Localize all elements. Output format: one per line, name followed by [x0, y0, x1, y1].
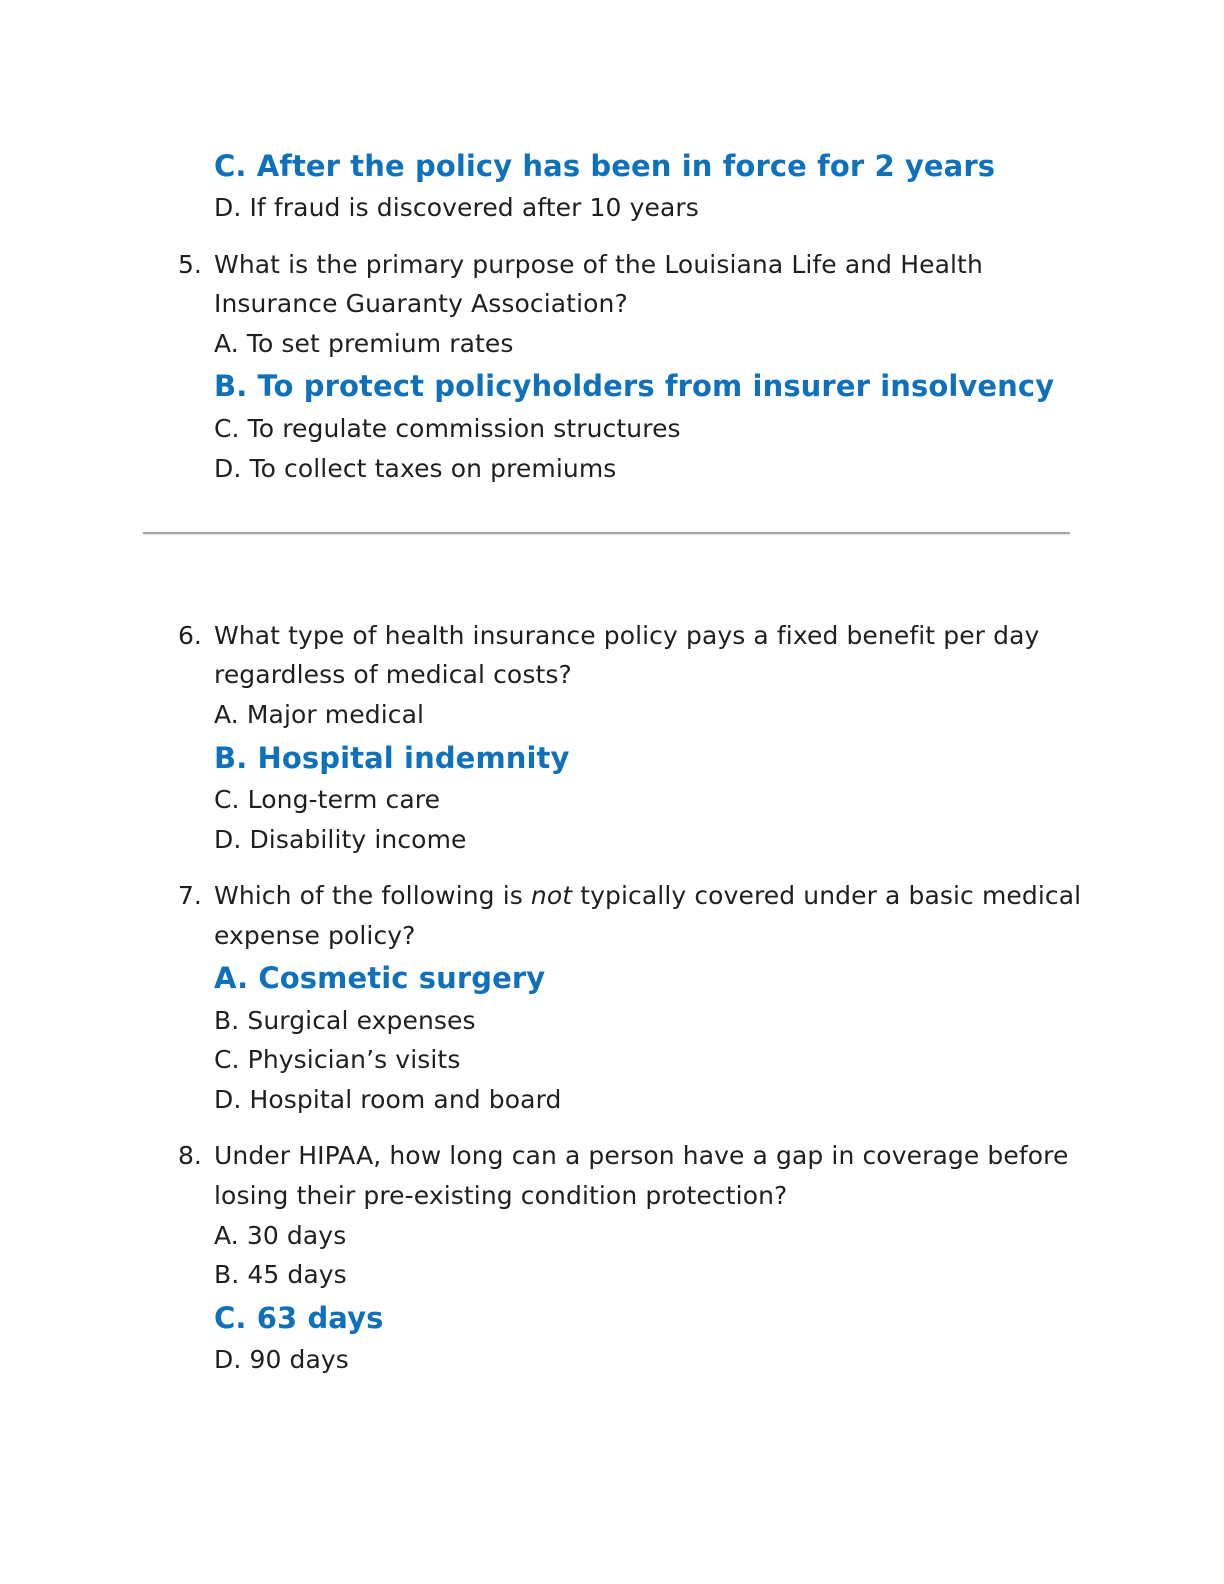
- q5-number: 5.: [178, 250, 202, 279]
- q6-option-d: D. Disability income: [214, 825, 467, 854]
- q7-text-post: typically covered under a basic medical: [572, 881, 1082, 910]
- q5-option-b-correct: B. To protect policyholders from insurer insolvency: [214, 369, 1055, 403]
- q8-option-a: A. 30 days: [214, 1221, 347, 1250]
- q7-text-emphasis: not: [530, 881, 573, 910]
- section-divider: [143, 532, 1070, 534]
- q7-text-line1: [214, 880, 1081, 912]
- q8-text-line2: losing their pre-existing condition protection?: [214, 1181, 788, 1210]
- q5-text-line1: What is the primary purpose of the Louisiana Life and Health: [214, 250, 983, 279]
- q6-option-b-correct: B. Hospital indemnity: [214, 741, 570, 775]
- q6-number: 6.: [178, 621, 202, 650]
- q8-number: 8.: [178, 1141, 202, 1170]
- q6-option-c: C. Long-term care: [214, 785, 441, 814]
- q5-option-c: C. To regulate commission structures: [214, 414, 681, 443]
- q5-option-a: A. To set premium rates: [214, 329, 514, 358]
- q6-option-a: A. Major medical: [214, 700, 425, 729]
- q7-option-a-correct: A. Cosmetic surgery: [214, 961, 546, 995]
- q7-text-line2: expense policy?: [214, 921, 416, 950]
- q5-text-line2: Insurance Guaranty Association?: [214, 289, 628, 318]
- q7-option-d: D. Hospital room and board: [214, 1085, 562, 1114]
- q7-text-pre: Which of the following is: [214, 881, 531, 910]
- q7-number: 7.: [178, 881, 202, 910]
- q8-option-c-correct: C. 63 days: [214, 1301, 384, 1335]
- q7-option-b: B. Surgical expenses: [214, 1006, 476, 1035]
- q4-option-c-correct: C. After the policy has been in force for 2 years: [214, 149, 996, 183]
- q8-option-d: D. 90 days: [214, 1345, 349, 1374]
- q6-text-line2: regardless of medical costs?: [214, 660, 572, 689]
- q6-text-line1: What type of health insurance policy pays a fixed benefit per day: [214, 621, 1040, 650]
- q8-option-b: B. 45 days: [214, 1260, 347, 1289]
- q5-option-d: D. To collect taxes on premiums: [214, 454, 617, 483]
- q8-text-line1: Under HIPAA, how long can a person have a gap in coverage before: [214, 1141, 1069, 1170]
- q7-option-c: C. Physician’s visits: [214, 1045, 461, 1074]
- q4-option-d: D. If fraud is discovered after 10 years: [214, 193, 699, 222]
